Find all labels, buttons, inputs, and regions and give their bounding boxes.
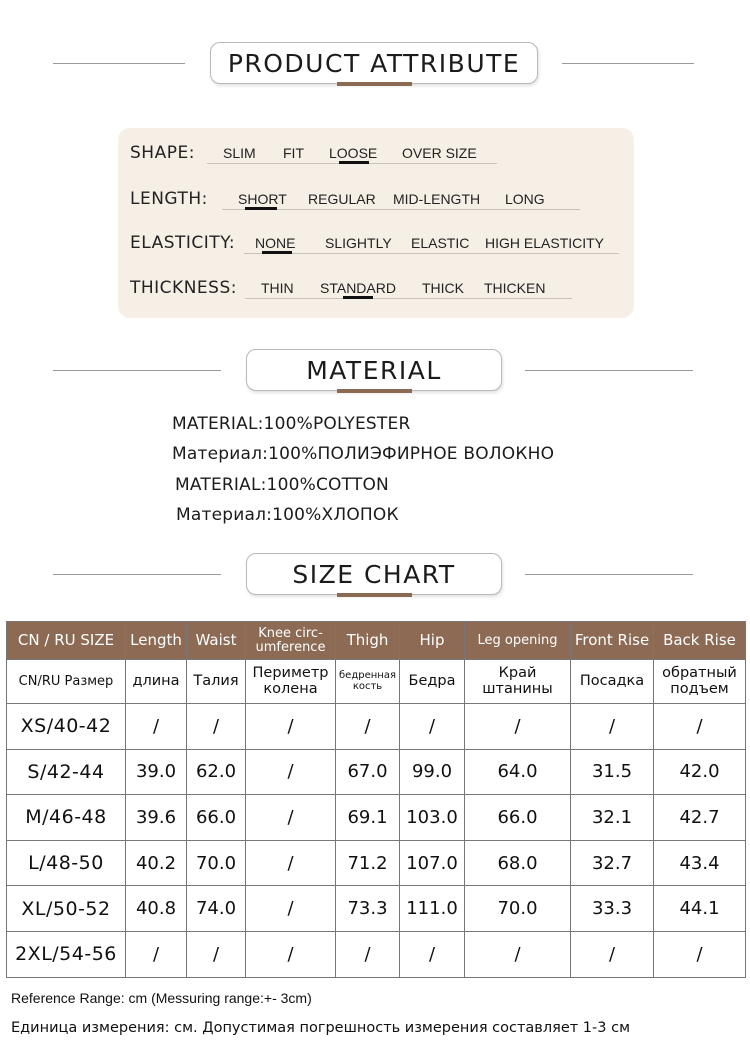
table-cell: 71.2 (336, 840, 400, 886)
header-cell: Front Rise (571, 622, 654, 660)
table-cell: 40.2 (126, 840, 187, 886)
size-chart-table (6, 621, 746, 978)
table-cell: / (246, 749, 336, 795)
material-header-line-right (525, 370, 693, 371)
table-row (7, 931, 746, 977)
material-line: MATERIAL:100%COTTON (175, 475, 389, 495)
table-cell: 44.1 (654, 886, 746, 932)
header-cell: Back Rise (654, 622, 746, 660)
attr-rule-thickness (245, 298, 572, 299)
table-cell: 33.3 (571, 886, 654, 932)
table-cell: / (400, 704, 465, 750)
attr-option: ELASTIC (411, 235, 470, 251)
attr-option: SLIM (223, 145, 256, 161)
table-cell: 39.6 (126, 795, 187, 841)
selected-marker (245, 207, 277, 210)
table-cell: 40.8 (126, 886, 187, 932)
header-cell: Hip (400, 622, 465, 660)
ru-header-cell: бедренная кость (336, 660, 400, 704)
table-cell: 107.0 (400, 840, 465, 886)
table-cell: 39.0 (126, 749, 187, 795)
table-cell: / (654, 931, 746, 977)
table-ru-header-row (7, 660, 746, 704)
attr-option: HIGH ELASTICITY (485, 235, 605, 251)
attribute-title-underline (337, 82, 412, 86)
table-row (7, 749, 746, 795)
ru-header-cell: Периметр колена (246, 660, 336, 704)
sizechart-section-title: SIZE CHART (246, 553, 502, 595)
sizechart-title-underline (337, 593, 412, 597)
table-cell: / (465, 704, 571, 750)
table-cell: 32.1 (571, 795, 654, 841)
attr-option: THICKEN (484, 280, 546, 296)
table-cell: 43.4 (654, 840, 746, 886)
attr-option: SLIGHTLY (325, 235, 392, 251)
attr-key-length: LENGTH: (130, 189, 208, 209)
table-cell: 99.0 (400, 749, 465, 795)
table-cell: / (246, 931, 336, 977)
table-cell: / (571, 704, 654, 750)
selected-marker (262, 251, 292, 254)
table-row (7, 795, 746, 841)
attr-key-elasticity: ELASTICITY: (130, 233, 236, 253)
attr-option: LONG (505, 191, 545, 207)
table-cell: / (187, 931, 246, 977)
attr-option-selected: STANDARD (320, 280, 396, 296)
attr-rule-elasticity (244, 253, 619, 254)
ru-header-cell: Край штанины (465, 660, 571, 704)
table-cell: / (246, 886, 336, 932)
table-cell: / (246, 795, 336, 841)
header-cell: Leg opening (465, 622, 571, 660)
size-label-cell: L/48-50 (7, 840, 126, 886)
attribute-header-line-left (53, 63, 185, 64)
table-row (7, 704, 746, 750)
table-row (7, 886, 746, 932)
table-cell: / (465, 931, 571, 977)
ru-header-cell: Бедра (400, 660, 465, 704)
table-header-row (7, 622, 746, 660)
attr-option-selected: SHORT (238, 191, 287, 207)
table-cell: 66.0 (465, 795, 571, 841)
table-cell: 74.0 (187, 886, 246, 932)
attr-key-shape: SHAPE: (130, 143, 195, 163)
table-cell: 70.0 (465, 886, 571, 932)
sizechart-header-line-left (53, 574, 221, 575)
attr-option: FIT (283, 145, 304, 161)
table-cell: / (126, 704, 187, 750)
ru-header-cell: CN/RU Размер (7, 660, 126, 704)
table-cell: 111.0 (400, 886, 465, 932)
material-line: MATERIAL:100%POLYESTER (172, 414, 411, 434)
table-cell: / (400, 931, 465, 977)
attr-option: MID-LENGTH (393, 191, 481, 207)
table-cell: / (246, 704, 336, 750)
attr-option-selected: NONE (255, 235, 296, 251)
table-cell: 31.5 (571, 749, 654, 795)
table-cell: 66.0 (187, 795, 246, 841)
table-cell: 42.7 (654, 795, 746, 841)
size-label-cell: M/46-48 (7, 795, 126, 841)
header-cell: Knee circ- umference (246, 622, 336, 660)
ru-header-cell: длина (126, 660, 187, 704)
attr-option-selected: LOOSE (329, 145, 378, 161)
selected-marker (343, 296, 373, 299)
attr-option: THIN (261, 280, 294, 296)
ru-header-cell: обратный подъем (654, 660, 746, 704)
material-line: Материал:100%ХЛОПОК (176, 505, 399, 525)
table-cell: 32.7 (571, 840, 654, 886)
ru-header-cell: Талия (187, 660, 246, 704)
table-cell: / (246, 840, 336, 886)
size-label-cell: XL/50-52 (7, 886, 126, 932)
size-label-cell: XS/40-42 (7, 704, 126, 750)
attr-option: THICK (422, 280, 464, 296)
table-cell: 67.0 (336, 749, 400, 795)
attribute-header-line-right (562, 63, 694, 64)
material-section-title: MATERIAL (246, 349, 502, 391)
attr-option: OVER SIZE (402, 145, 477, 161)
table-cell: / (126, 931, 187, 977)
measurement-error-note: Единица измерения: см. Допустимая погрешность измерения составляет 1-3 см (11, 1020, 631, 1036)
table-cell: 68.0 (465, 840, 571, 886)
table-row (7, 840, 746, 886)
header-cell: Waist (187, 622, 246, 660)
table-cell: / (654, 704, 746, 750)
size-label-cell: 2XL/54-56 (7, 931, 126, 977)
ru-header-cell: Посадка (571, 660, 654, 704)
table-cell: 62.0 (187, 749, 246, 795)
material-line: Материал:100%ПОЛИЭФИРНОЕ ВОЛОКНО (172, 444, 555, 464)
table-cell: 42.0 (654, 749, 746, 795)
header-cell: CN / RU SIZE (7, 622, 126, 660)
selected-marker (339, 161, 369, 164)
header-cell: Length (126, 622, 187, 660)
table-cell: / (336, 704, 400, 750)
material-header-line-left (53, 370, 221, 371)
sizechart-header-line-right (525, 574, 693, 575)
table-cell: / (571, 931, 654, 977)
table-cell: 69.1 (336, 795, 400, 841)
table-cell: 73.3 (336, 886, 400, 932)
table-cell: / (187, 704, 246, 750)
size-label-cell: S/42-44 (7, 749, 126, 795)
table-cell: / (336, 931, 400, 977)
attr-key-thickness: THICKNESS: (130, 278, 237, 298)
reference-range-note: Reference Range: cm (Messuring range:+- 3cm) (11, 990, 312, 1006)
attr-option: REGULAR (308, 191, 376, 207)
table-cell: 64.0 (465, 749, 571, 795)
material-title-underline (337, 389, 412, 393)
table-cell: 103.0 (400, 795, 465, 841)
attribute-section-title: PRODUCT ATTRIBUTE (210, 42, 538, 84)
table-cell: 70.0 (187, 840, 246, 886)
header-cell: Thigh (336, 622, 400, 660)
